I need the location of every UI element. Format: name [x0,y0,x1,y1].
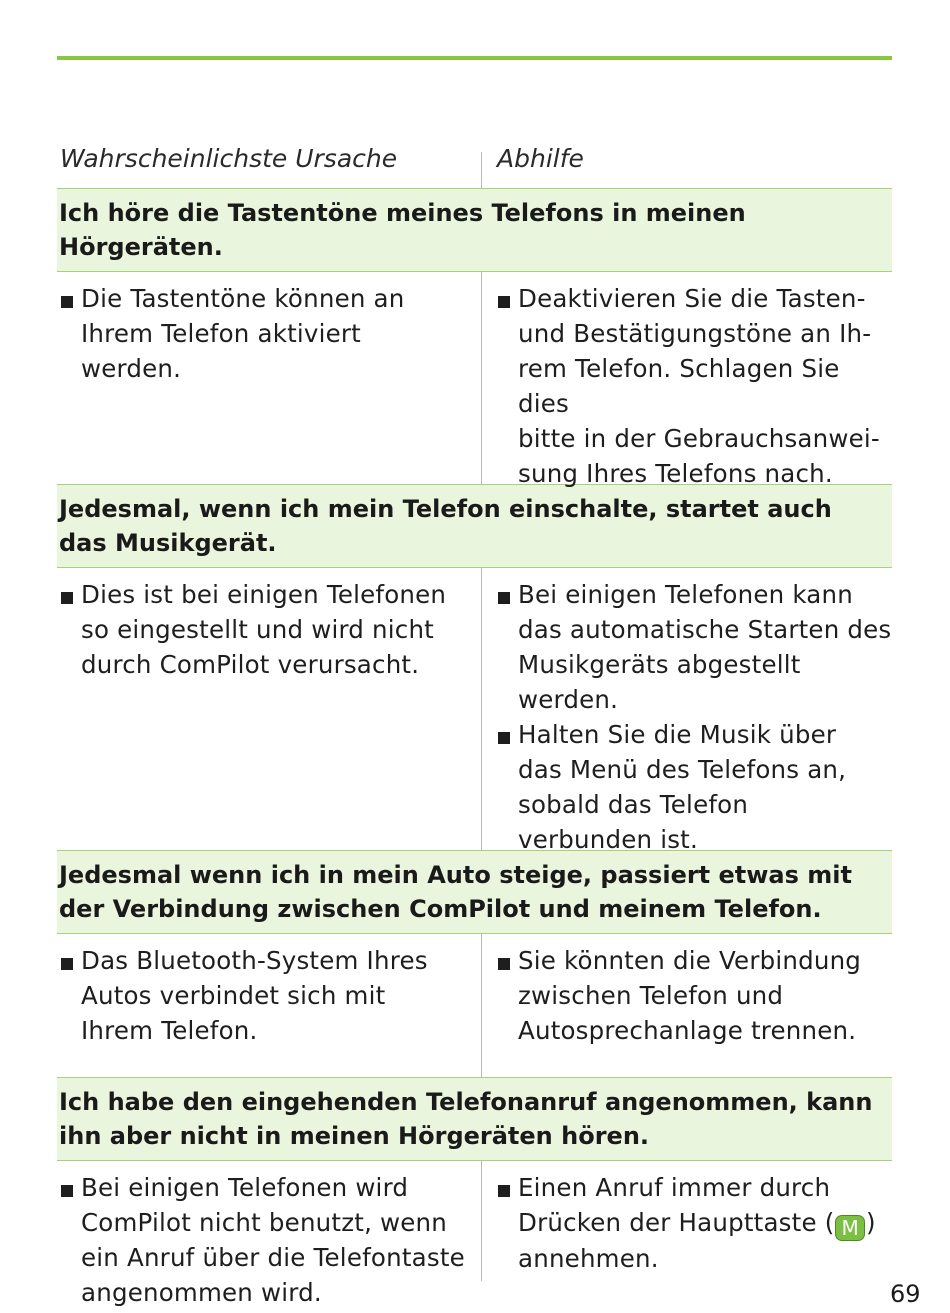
problem-line: das Musikgerät. [59,529,277,557]
bullet-square-icon [61,296,73,308]
remedy-item [496,577,892,717]
problem-statement [57,188,892,272]
item-line: annehmen. [518,1244,659,1273]
item-line: das Menü des Telefons an, [518,755,847,784]
item-line: rem Telefon. Schlagen Sie dies [518,354,840,418]
problem-statement [57,850,892,934]
remedy-item [496,943,892,1048]
item-line: sung Ihres Telefons nach. [518,459,833,488]
cause-item [59,1170,473,1310]
bullet-square-icon [61,958,73,970]
item-line: Ihrem Telefon aktiviert [81,319,361,348]
item-line: Autos verbindet sich mit [81,981,386,1010]
problem-line: der Verbindung zwischen ComPilot und meinem Telefon. [59,895,822,923]
item-line: Halten Sie die Musik über [518,720,837,749]
item-line: zwischen Telefon und [518,981,784,1010]
item-line: Bei einigen Telefonen wird [81,1173,409,1202]
bullet-square-icon [498,1185,510,1197]
bullet-square-icon [498,296,510,308]
header-remedy: Abhilfe [497,144,584,173]
answer-row [57,934,892,1077]
cause-item [59,281,473,386]
remedy-column [481,934,892,1077]
problem-statement [57,1077,892,1161]
item-line: Die Tastentöne können an [81,284,405,313]
item-line: Ihrem Telefon. [81,1016,258,1045]
item-line [518,1205,892,1241]
cause-column [57,272,481,484]
troubleshooting-table [57,138,892,1307]
section-tastentoene [57,188,892,488]
section-musikgeraet [57,484,892,854]
item-line: und Bestätigungstöne an Ih- [518,319,872,348]
remedy-column [481,1161,892,1281]
answer-row [57,272,892,488]
header-divider [481,152,482,188]
item-line: bitte in der Gebrauchsanwei- [518,424,880,453]
item-line: verbunden ist. [518,825,698,854]
item-line: ein Anruf über die Telefontaste [81,1243,465,1272]
problem-line: ihn aber nicht in meinen Hörgeräten hören. [59,1122,650,1150]
item-line: durch ComPilot verursacht. [81,650,420,679]
problem-line: Ich habe den eingehenden Telefonanruf angenommen, kann [59,1088,873,1116]
item-line: Musikgeräts abgestellt werden. [518,650,801,714]
cause-column [57,1161,481,1307]
cause-column [57,568,481,850]
cause-item [59,943,473,1048]
item-line-text: ) [865,1208,876,1237]
remedy-column [481,272,892,488]
item-line: Das Bluetooth-System Ihres [81,946,428,975]
remedy-item [496,717,892,857]
page-number: 69 [890,1280,921,1308]
item-line: angenommen wird. [81,1278,322,1307]
problem-line: Jedesmal wenn ich in mein Auto steige, passiert etwas mit [59,861,852,889]
item-line: Autosprechanlage trennen. [518,1016,857,1045]
section-anruf-nicht-hoeren [57,1077,892,1307]
item-line: so eingestellt und wird nicht [81,615,434,644]
section-auto-verbindung [57,850,892,1077]
problem-line: Jedesmal, wenn ich mein Telefon einschalte, startet auch [59,495,832,523]
item-line: werden. [81,354,182,383]
main-key-m-icon: M [835,1215,864,1241]
problem-line: Ich höre die Tastentöne meines Telefons in meinen Hörgeräten. [59,199,746,261]
bullet-square-icon [498,958,510,970]
bullet-square-icon [61,1185,73,1197]
item-line: ComPilot nicht benutzt, wenn [81,1208,448,1237]
bullet-square-icon [61,592,73,604]
item-line: das automatische Starten des [518,615,892,644]
item-line: Dies ist bei einigen Telefonen [81,580,447,609]
cause-column [57,934,481,1077]
answer-row [57,1161,892,1307]
header-cause: Wahrscheinlichste Ursache [60,144,398,173]
item-line: Einen Anruf immer durch [518,1173,831,1202]
item-line: Deaktivieren Sie die Tasten- [518,284,866,313]
item-line: sobald das Telefon [518,790,749,819]
bullet-square-icon [498,732,510,744]
remedy-item [496,1170,892,1276]
item-line: Bei einigen Telefonen kann [518,580,853,609]
remedy-column [481,568,892,854]
bullet-square-icon [498,592,510,604]
item-line: Sie könnten die Verbindung [518,946,862,975]
remedy-item [496,281,892,491]
item-line-text: Drücken der Haupttaste ( [518,1208,835,1237]
top-accent-rule [57,56,892,60]
problem-statement [57,484,892,568]
cause-item [59,577,473,682]
answer-row [57,568,892,854]
table-header [57,138,892,188]
